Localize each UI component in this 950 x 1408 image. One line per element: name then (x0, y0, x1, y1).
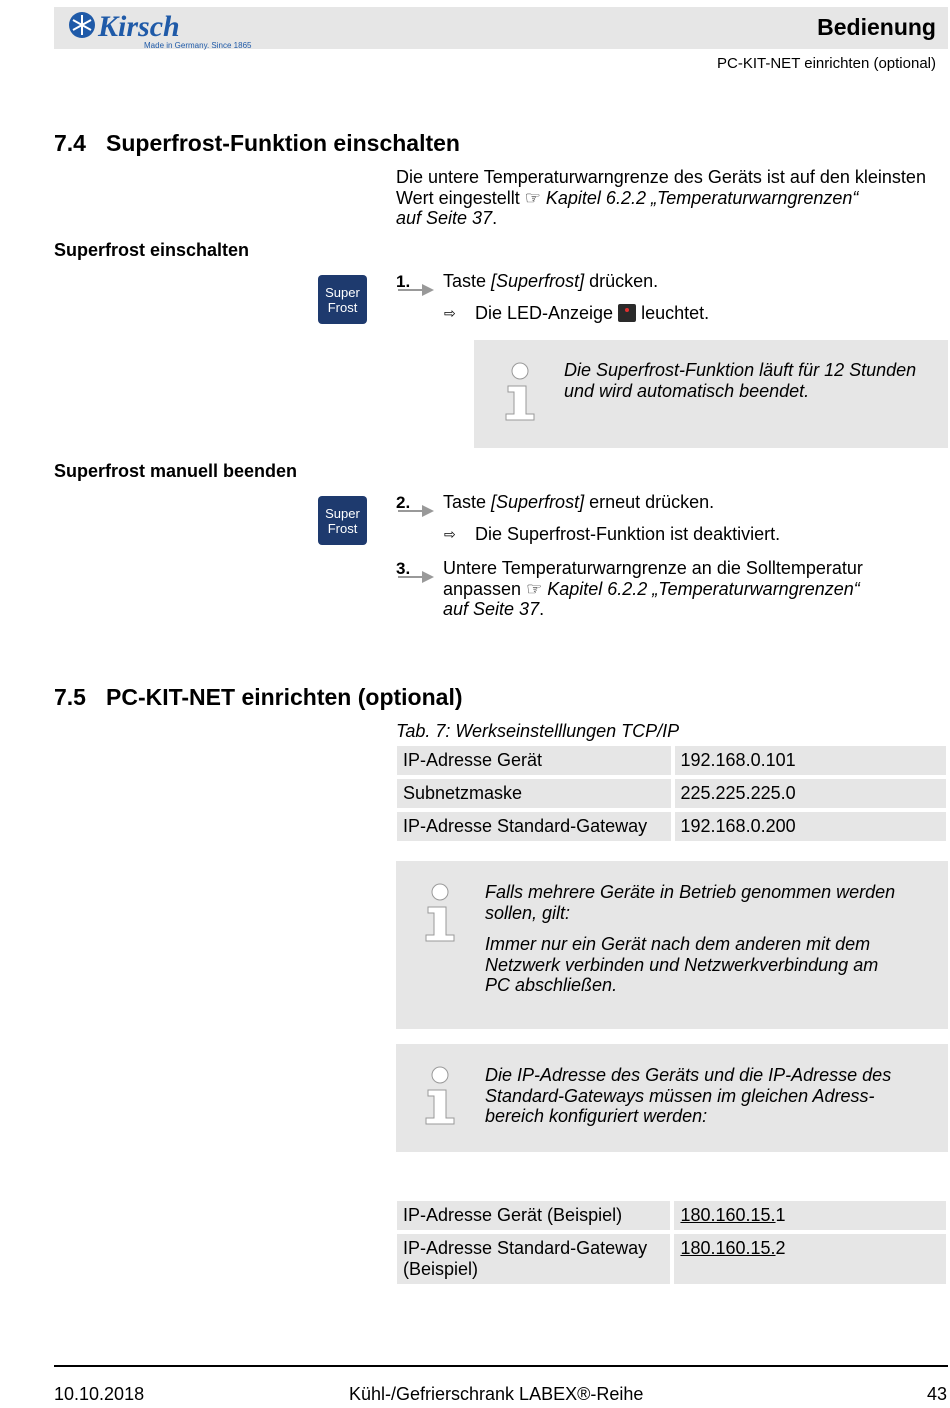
chapter-link[interactable]: Kapitel 6.2.2 „Temperaturwarngrenzen“ (545, 187, 859, 208)
step-2-text: Taste [Superfrost] erneut drücken. (443, 492, 715, 512)
step-1-result: Die LED-Anzeige leuchtet. (475, 303, 710, 323)
step-arrow-icon (398, 282, 434, 298)
result-arrow-icon: ⇨ (444, 305, 456, 321)
table-row: Subnetzmaske 225.225.225.0 (397, 779, 946, 808)
step-2-number: 2. (396, 493, 411, 512)
footer-page-number: 43 (926, 1384, 947, 1404)
step-1-text: Taste [Superfrost] drücken. (443, 271, 659, 291)
footer-date: 10.10.2018 (54, 1384, 145, 1404)
step-1-number: 1. (396, 272, 411, 291)
info-note-1: Die Superfrost-Funktion läuft für 12 Stunden und wird automatisch beendet. (474, 340, 948, 448)
step-arrow-icon (398, 503, 434, 519)
link-hand-icon: ☞ (524, 187, 541, 208)
table-row: IP-Adresse Gerät 192.168.0.101 (397, 746, 946, 775)
footer-divider (54, 1365, 948, 1367)
info-icon (500, 362, 540, 422)
result-arrow-icon: ⇨ (444, 526, 456, 542)
info-note-3: Die IP-Adresse des Geräts und die IP-Adresse des Standard-Gateways müssen im gleichen Adress- bereich konfiguriert werden: (396, 1044, 948, 1152)
table-row: IP-Adresse Standard-Gateway 192.168.0.200 (397, 812, 946, 841)
section-7-4-heading: 7.4 Superfrost-Funktion einschalten (54, 130, 460, 156)
info-icon (420, 883, 460, 943)
table-row: IP-Adresse Standard-Gateway (Beispiel) 180.160.15.2 (397, 1234, 946, 1284)
page-link[interactable]: auf Seite 37 (443, 599, 540, 619)
step-2-result: Die Superfrost-Funktion ist deaktiviert. (475, 524, 781, 544)
section-7-4-intro: Die untere Temperaturwarngrenze des Geräts ist auf den kleinsten Wert eingestellt ☞ Kapitel 6.2.2 „Temperaturwarngrenzen“ auf Seite 37. (396, 167, 926, 228)
step-3-text: Untere Temperaturwarngrenze an die Solltemperatur anpassen ☞ Kapitel 6.2.2 „Temperaturwarngrenzen“ auf Seite 37. (443, 558, 863, 619)
step-3-number: 3. (396, 559, 411, 578)
svg-text:Made in Germany. Since 1865.: Made in Germany. Since 1865. (144, 41, 252, 50)
link-hand-icon: ☞ (526, 578, 543, 599)
section-7-5-heading: 7.5 PC-KIT-NET einrichten (optional) (54, 684, 463, 710)
table-caption: Tab. 7: Werkseinstelllungen TCP/IP (396, 721, 680, 741)
step-arrow-icon (398, 569, 434, 585)
superfrost-key-image-2: Super Frost (318, 496, 367, 545)
table-row: IP-Adresse Gerät (Beispiel) 180.160.15.1 (397, 1201, 946, 1230)
footer-product: Kühl-/Gefrierschrank LABEX®-Reihe (349, 1384, 644, 1404)
kirsch-logo (62, 8, 252, 50)
superfrost-off-heading: Superfrost manuell beenden (54, 461, 298, 481)
header-title: Bedienung (817, 14, 936, 40)
page-link[interactable]: auf Seite 37 (396, 208, 493, 228)
svg-text:Kirsch: Kirsch (98, 10, 180, 43)
led-icon (618, 304, 636, 322)
ip-example-table (393, 1197, 950, 1288)
info-icon (420, 1066, 460, 1126)
superfrost-key-image-1: Super Frost (318, 275, 367, 324)
tcp-ip-defaults-table (393, 742, 950, 845)
header-subtitle: PC-KIT-NET einrichten (optional) (717, 55, 936, 72)
info-note-2: Falls mehrere Geräte in Betrieb genommen werden sollen, gilt: Immer nur ein Gerät nach dem anderen mit dem Netzwerk verbinden und Netzwerkverbindung am PC abschließen. (396, 861, 948, 1029)
superfrost-on-heading: Superfrost einschalten (54, 240, 250, 260)
chapter-link[interactable]: Kapitel 6.2.2 „Temperaturwarngrenzen“ (547, 578, 860, 599)
